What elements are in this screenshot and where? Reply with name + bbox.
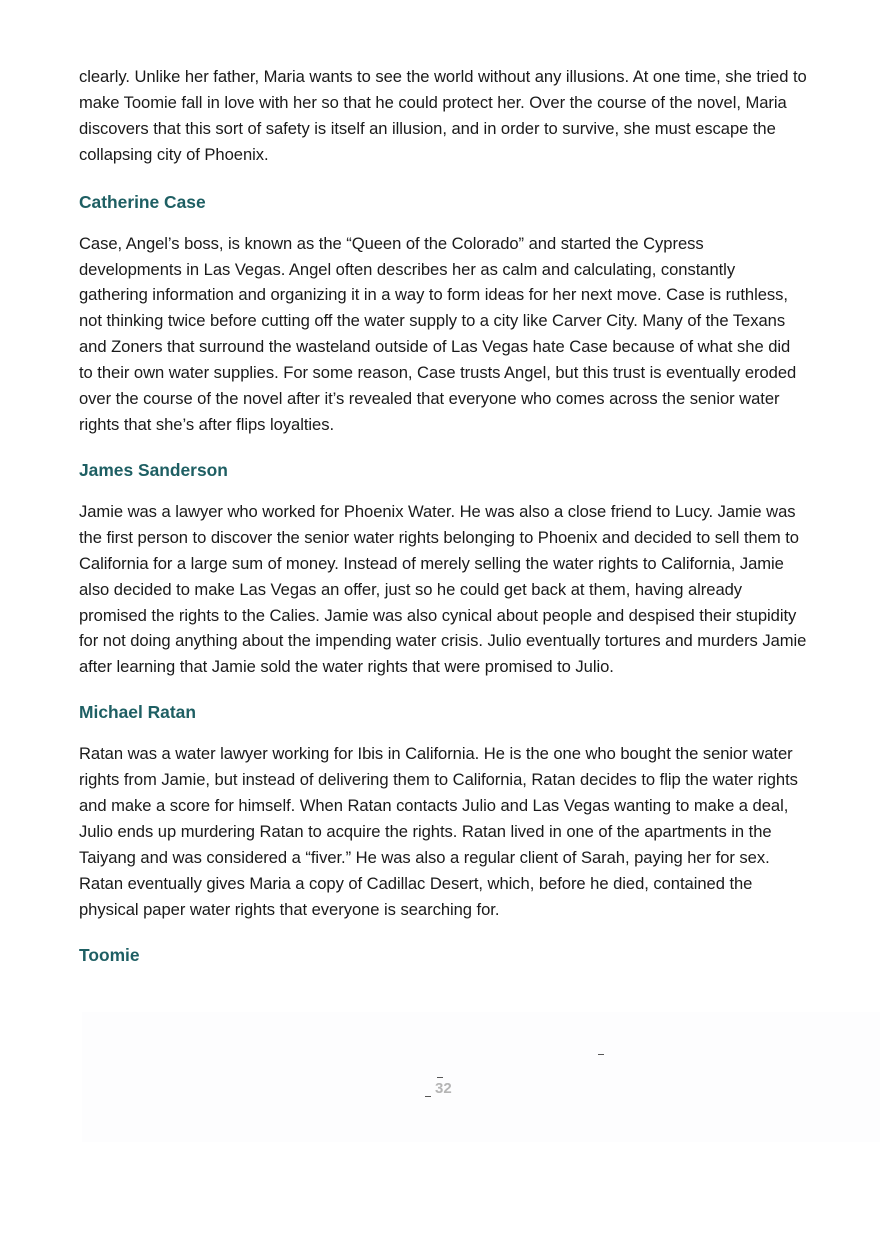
section-james-sanderson bbox=[79, 458, 807, 680]
footer-area bbox=[82, 1012, 880, 1142]
section-body: Ratan was a water lawyer working for Ibis in California. He is the one who bought the senior water rights from Jamie, but instead of delivering them to California, Ratan decides to flip the water rights and make a score for himself. When Ratan contacts Julio and Las Vegas wanting to make a deal, Julio ends up murdering Ratan to acquire the rights. Ratan lived in one of the apartments in the Taiyang and was considered a “fiver.” He was also a regular client of Sarah, paying her for sex. Ratan eventually gives Maria a copy of Cadillac Desert, which, before he died, contained the physical paper water rights that everyone is searching for. bbox=[79, 744, 798, 919]
section-toomie bbox=[79, 943, 807, 967]
artifact-dash bbox=[598, 1054, 604, 1055]
section-body: Jamie was a lawyer who worked for Phoenix Water. He was also a close friend to Lucy. Jamie was the first person to discover the senior water rights belonging to Phoenix and decided to sell them to California for a large sum of money. Instead of merely selling the water rights to California, Jamie also decided to make Las Vegas an offer, just so he could get back at them, having already promised the rights to the Calies. Jamie was also cynical about people and despised their stupidity for not doing anything about the impending water crisis. Julio eventually tortures and murders Jamie after learning that Jamie sold the water rights that were promised to Julio. bbox=[79, 501, 807, 677]
section-heading: Catherine Case bbox=[79, 191, 206, 212]
section-catherine-case bbox=[79, 190, 807, 438]
page-number: 32 bbox=[435, 1080, 452, 1097]
section-heading: Michael Ratan bbox=[79, 702, 196, 723]
artifact-dash bbox=[425, 1096, 431, 1097]
document-page bbox=[79, 64, 807, 987]
section-michael-ratan bbox=[79, 700, 807, 922]
section-heading: James Sanderson bbox=[79, 459, 228, 480]
section-body: Case, Angel’s boss, is known as the “Queen of the Colorado” and started the Cypress developments in Las Vegas. Angel often describes her as calm and calculating, constantly gathering information and organizing it in a way to form ideas for her next move. Case is ruthless, not thinking twice before cutting off the water supply to a city like Carver City. Many of the Texans and Zoners that surround the wasteland outside of Las Vegas hate Case because of what she did to their own water supplies. For some reason, Case trusts Angel, but this trust is eventually eroded over the course of the novel after it’s revealed that everyone who comes across the senior water rights that she’s after flips loyalties. bbox=[79, 233, 797, 434]
section-heading: Toomie bbox=[79, 944, 140, 965]
artifact-dash bbox=[437, 1077, 443, 1078]
intro-paragraph: clearly. Unlike her father, Maria wants to see the world without any illusions. At one time, she tried to make Toomie fall in love with her so that he could protect her. Over the course of the novel, Maria discovers that this sort of safety is itself an illusion, and in order to survive, she must escape the collapsing city of Phoenix. bbox=[79, 67, 807, 164]
